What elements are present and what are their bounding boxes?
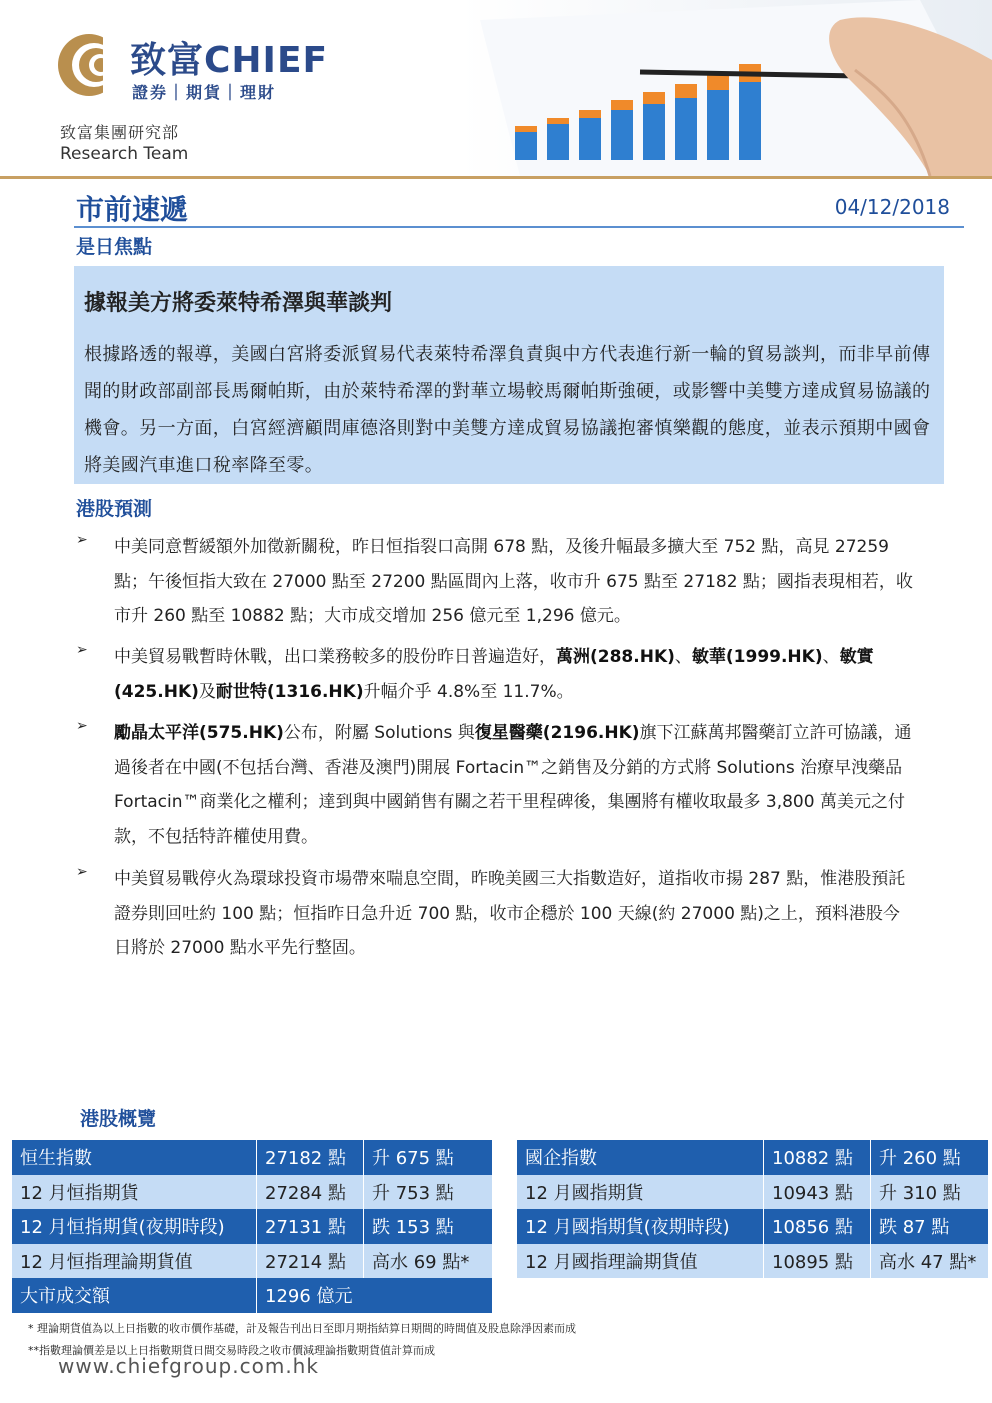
forecast-bullet-text: 中美同意暫緩額外加徵新關稅，昨日恒指裂口高開 678 點，及後升幅最多擴大至 752 點，高見 27259 點；午後恒指大致在 27000 點至 27200 點區間內上落，收市升 675 點至 27182 點；國指表現相若，收市升 260 點至 10882 點；大市成交增加 256 億元至 1,296 億元。 [114,537,913,626]
title-divider [74,226,964,228]
stock-name: 耐世特(1316.HK) [215,681,364,702]
table-cell: 大市成交額 [12,1278,257,1313]
table-row [517,1175,989,1210]
table-cell: 高水 47 點* [871,1244,989,1279]
brand-name: 致富CHIEF [130,40,329,81]
table-cell: 高水 69 點* [364,1244,493,1279]
table-cell: 國企指數 [517,1140,764,1175]
text-span: 、 [822,647,840,667]
focus-body-text: 根據路透的報導，美國白宮將委派貿易代表萊特希澤負責與中方代表進行新一輪的貿易談判，而非早前傳聞的財政部副部長馬爾帕斯，由於萊特希澤的對華立場較馬爾帕斯強硬，或影響中美雙方達成貿易協議的機會。另一方面，白宮經濟顧問庫德洛則對中美雙方達成貿易協議抱審慎樂觀的態度，並表示預期中國會將美國汽車進口稅率降至零。 [84,344,931,476]
table-cell: 10943 點 [764,1175,871,1210]
brand-tagline: 證券｜期貨｜理財 [132,83,277,102]
footnote-theoretical-value: * 理論期貨值為以上日指數的收市價作基礎，計及報告刊出日至即月期指結算日期間的時間值及股息除淨因素而成 [28,1322,576,1335]
table-cell: 10882 點 [764,1140,871,1175]
forecast-bullet-text: 中美貿易戰停火為環球投資市場帶來喘息空間，昨晚美國三大指數造好，道指收市揚 287 點，惟港股預託證券則回吐約 100 點；恒指昨日急升近 700 點，收市企穩於 100 天線(約 27000 點)之上，預料港股今日將於 27000 點水平先行整固。 [114,869,906,958]
table-cell: 升 260 點 [871,1140,989,1175]
table-cell: 12 月恒指期貨 [12,1175,257,1210]
section-label-overview: 港股概覽 [80,1108,157,1130]
text-span: 公布，附屬 Solutions 與 [283,723,475,743]
header-chart-illustration [460,0,992,176]
stock-name: 勵晶太平洋(575.HK) [114,723,284,743]
text-span: 及 [198,681,216,702]
hsi-overview-table [12,1140,493,1313]
table-cell: 1296 億元 [257,1278,493,1313]
department-name-cn: 致富集團研究部 [60,123,180,142]
table-row [517,1209,989,1244]
arrow-bullet-icon: ➢ [76,718,88,734]
table-cell: 升 753 點 [364,1175,493,1210]
table-row [12,1244,493,1279]
text-span: 中美貿易戰暫時休戰，出口業務較多的股份昨日普遍造好， [114,647,556,667]
hscei-overview-table [517,1140,989,1278]
table-cell: 27131 點 [257,1209,364,1244]
stock-name: 萬洲(288.HK) [556,647,675,667]
table-cell: 12 月國指期貨(夜期時段) [517,1209,764,1244]
section-label-focus: 是日焦點 [76,236,153,258]
focus-headline: 據報美方將委萊特希澤與華談判 [84,291,393,316]
table-cell: 10856 點 [764,1209,871,1244]
table-cell: 升 675 點 [364,1140,493,1175]
arrow-bullet-icon: ➢ [76,642,88,658]
stock-name: 敏實(425.HK) [114,647,874,702]
section-label-forecast: 港股預測 [76,498,153,520]
forecast-bullet-text [114,640,914,709]
table-cell: 12 月國指期貨 [517,1175,764,1210]
table-row [12,1140,493,1175]
department-name-en: Research Team [60,144,189,164]
table-cell: 12 月國指理論期貨值 [517,1244,764,1279]
page-title: 市前速遞 [76,193,189,226]
text-span: 、 [674,647,692,667]
website-link[interactable]: www.chiefgroup.com.hk [58,1354,319,1378]
table-cell: 跌 153 點 [364,1209,493,1244]
table-cell: 12 月恒指期貨(夜期時段) [12,1209,257,1244]
stock-name: 復星醫藥(2196.HK) [474,723,640,743]
arrow-bullet-icon: ➢ [76,864,88,880]
footnote-spread: **指數理論價差是以上日指數期貨日間交易時段之收市價減理論指數期貨值計算而成 [28,1344,435,1357]
header-divider [0,176,992,179]
table-row [12,1175,493,1210]
table-cell: 12 月恒指理論期貨值 [12,1244,257,1279]
table-row [517,1244,989,1279]
table-row [517,1140,989,1175]
report-date: 04/12/2018 [834,195,950,219]
text-span: 旗下江蘇萬邦醫藥訂立許可協議，通過後者在中國(不包括台灣、香港及澳門)開展 Fortacin™之銷售及分銷的方式將 Solutions 治療早洩藥品 Fortacin™商業化之權利；達到與中國銷售有關之若干里程碑後，集團將有權收取最多 3,800 萬美元之付款，不包括特許權使用費。 [114,723,912,847]
table-cell: 升 310 點 [871,1175,989,1210]
table-cell: 27284 點 [257,1175,364,1210]
table-row [12,1209,493,1244]
text-span: 升幅介乎 4.8%至 11.7%。 [363,681,574,702]
arrow-bullet-icon: ➢ [76,532,88,548]
forecast-bullet-text [114,716,914,854]
table-row [12,1278,493,1313]
table-cell: 27182 點 [257,1140,364,1175]
chief-logo-icon [56,32,122,98]
table-cell: 10895 點 [764,1244,871,1279]
stock-name: 敏華(1999.HK) [691,647,823,667]
table-cell: 27214 點 [257,1244,364,1279]
table-cell: 恒生指數 [12,1140,257,1175]
table-cell: 跌 87 點 [871,1209,989,1244]
